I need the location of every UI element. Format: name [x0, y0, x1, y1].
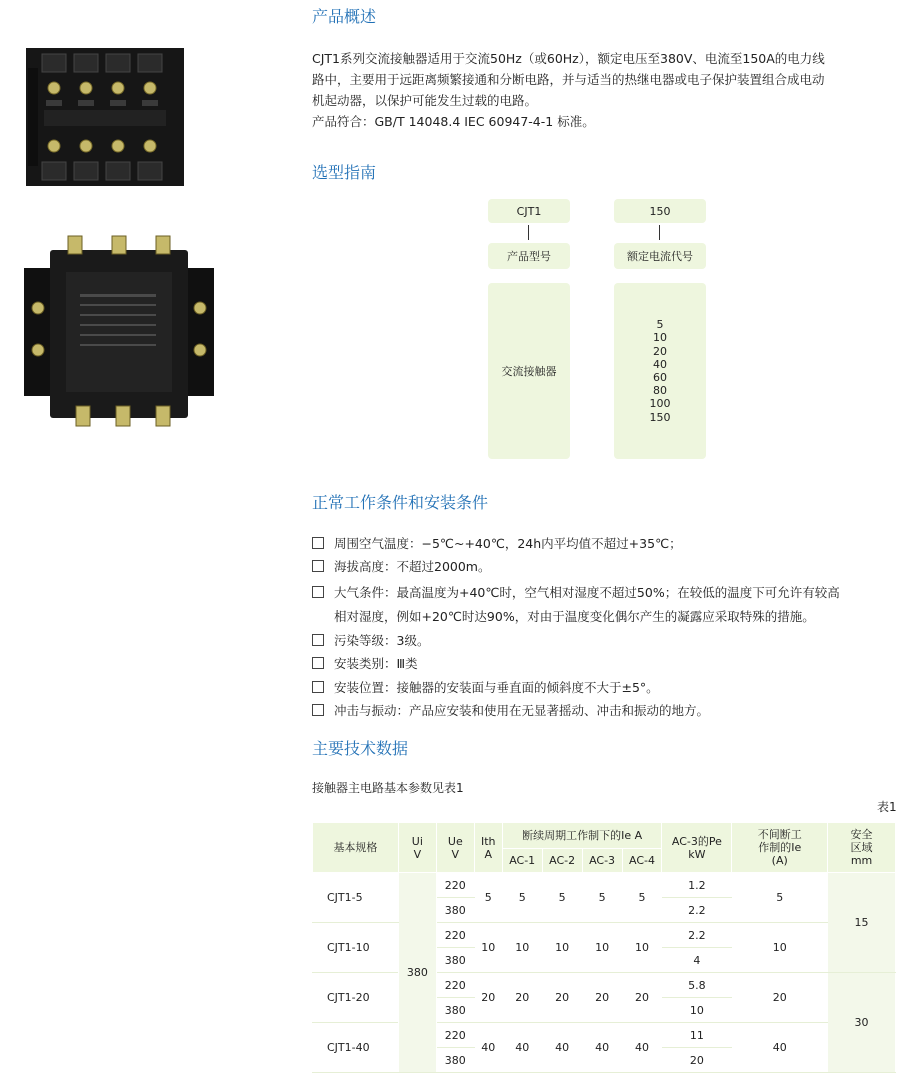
ue-value: 380: [436, 998, 474, 1023]
ith-value: 20: [474, 973, 502, 1023]
condition-item-install-position: 安装位置：接触器的安装面与垂直面的倾斜度不大于±5°。: [312, 677, 659, 698]
ac3-value: 5: [582, 873, 622, 923]
current-value: 80: [653, 384, 667, 398]
table-caption: 接触器主电路基本参数见表1: [312, 781, 464, 795]
ui-value: 380: [398, 873, 436, 1073]
checkbox-icon: [312, 681, 324, 693]
header-ac4: AC-4: [622, 849, 662, 873]
ac2-value: 5: [542, 873, 582, 923]
table-number: 表1: [877, 800, 897, 814]
product-photo-small-contactor: [26, 48, 184, 186]
ue-value: 220: [436, 873, 474, 898]
header-ac3: AC-3: [582, 849, 622, 873]
pe-value: 4: [662, 948, 732, 973]
current-value: 40: [653, 357, 667, 371]
ue-value: 380: [436, 948, 474, 973]
row-spec-name: CJT1-5: [313, 873, 399, 923]
product-photo-large-contactor: [24, 232, 214, 432]
checkbox-icon: [312, 537, 324, 549]
continuous-value: 5: [732, 873, 828, 923]
checkbox-icon: [312, 560, 324, 572]
pe-value: 2.2: [662, 898, 732, 923]
ac1-value: 5: [502, 873, 542, 923]
row-spec-name: CJT1-10: [313, 923, 399, 973]
checkbox-icon: [312, 704, 324, 716]
pe-value: 5.8: [662, 973, 732, 998]
condition-item-atmosphere-cont: 相对湿度，例如+20℃时达90%，对由于温度变化偶尔产生的凝露应采取特殊的措施。: [334, 609, 815, 624]
current-value: 10: [653, 331, 667, 345]
ac2-value: 20: [542, 973, 582, 1023]
checkbox-icon: [312, 634, 324, 646]
ac3-value: 10: [582, 923, 622, 973]
table-row: [313, 873, 896, 898]
header-ac1: AC-1: [502, 849, 542, 873]
section-title-selection: 选型指南: [312, 163, 377, 182]
overview-standards-line: 产品符合：GB/T 14048.4 IEC 60947-4-1 标准。: [312, 114, 595, 129]
ac1-value: 10: [502, 923, 542, 973]
checkbox-icon: [312, 657, 324, 669]
current-values-box: [614, 283, 706, 459]
current-code-box: 150: [614, 199, 706, 223]
ac1-value: 40: [502, 1023, 542, 1073]
continuous-value: 40: [732, 1023, 828, 1073]
overview-line-1: CJT1系列交流接触器适用于交流50Hz（或60Hz），额定电压至380V、电流至150A的电力线: [312, 51, 825, 66]
ue-value: 380: [436, 898, 474, 923]
condition-item-altitude: 海拔高度：不超过2000m。: [312, 556, 491, 577]
current-value: 150: [649, 410, 671, 424]
ac2-value: 40: [542, 1023, 582, 1073]
contactor-illustration-1: [26, 48, 184, 186]
spec-table: [312, 822, 896, 1073]
current-value: 20: [653, 344, 667, 358]
condition-item-pollution: 污染等级：3级。: [312, 630, 429, 651]
ith-value: 5: [474, 873, 502, 923]
pe-value: 20: [662, 1048, 732, 1073]
ith-value: 40: [474, 1023, 502, 1073]
header-ue: Ue V: [436, 823, 474, 873]
contactor-illustration-2: [24, 232, 214, 432]
ue-value: 220: [436, 1023, 474, 1048]
pe-value: 2.2: [662, 923, 732, 948]
header-spec: 基本规格: [313, 823, 399, 873]
ac4-value: 10: [622, 923, 662, 973]
row-spec-name: CJT1-20: [313, 973, 399, 1023]
checkbox-icon: [312, 586, 324, 598]
condition-item-temperature: 周围空气温度：−5℃~+40℃，24h内平均值不超过+35℃；: [312, 533, 682, 554]
header-pe: AC-3的Pe kW: [662, 823, 732, 873]
overview-text: [312, 48, 912, 132]
pe-value: 1.2: [662, 873, 732, 898]
condition-item-vibration: 冲击与振动：产品应安装和使用在无显著摇动、冲击和振动的地方。: [312, 700, 709, 721]
header-ui: Ui V: [398, 823, 436, 873]
safe-zone-value: 15: [828, 873, 896, 973]
model-description-box: 交流接触器: [488, 283, 570, 459]
ac4-value: 5: [622, 873, 662, 923]
ac2-value: 10: [542, 923, 582, 973]
safe-zone-value: 30: [828, 973, 896, 1073]
section-title-overview: 产品概述: [312, 7, 377, 26]
condition-item-atmosphere: 大气条件：最高温度为+40℃时，空气相对湿度不超过50%；在较低的温度下可允许有较高: [312, 582, 840, 603]
ac1-value: 20: [502, 973, 542, 1023]
header-ith: Ith A: [474, 823, 502, 873]
ue-value: 220: [436, 923, 474, 948]
header-safe-zone: 安全 区域 mm: [828, 823, 896, 873]
current-value: 100: [649, 397, 671, 411]
overview-line-2: 路中，主要用于远距离频繁接通和分断电路，并与适当的热继电器或电子保护装置组合成电动: [312, 72, 825, 87]
overview-line-3: 机起动器，以保护可能发生过载的电路。: [312, 93, 538, 108]
ac3-value: 20: [582, 973, 622, 1023]
section-title-conditions: 正常工作条件和安装条件: [312, 493, 489, 512]
continuous-value: 20: [732, 973, 828, 1023]
row-spec-name: CJT1-40: [313, 1023, 399, 1073]
ac3-value: 40: [582, 1023, 622, 1073]
connector-line-model: [528, 225, 529, 240]
ue-value: 380: [436, 1048, 474, 1073]
ac4-value: 20: [622, 973, 662, 1023]
pe-value: 11: [662, 1023, 732, 1048]
current-value: 5: [656, 318, 664, 332]
current-value: 60: [653, 371, 667, 384]
section-title-techdata: 主要技术数据: [312, 739, 409, 758]
condition-item-install-category: 安装类别：Ⅲ类: [312, 653, 418, 674]
ue-value: 220: [436, 973, 474, 998]
ith-value: 10: [474, 923, 502, 973]
current-label-box: 额定电流代号: [614, 243, 706, 269]
ac4-value: 40: [622, 1023, 662, 1073]
model-code-box: CJT1: [488, 199, 570, 223]
header-ac2: AC-2: [542, 849, 582, 873]
continuous-value: 10: [732, 923, 828, 973]
header-continuous: 不间断工 作制的Ie (A): [732, 823, 828, 873]
model-label-box: 产品型号: [488, 243, 570, 269]
pe-value: 10: [662, 998, 732, 1023]
connector-line-current: [659, 225, 660, 240]
header-ie-group: 断续周期工作制下的Ie A: [502, 823, 662, 849]
